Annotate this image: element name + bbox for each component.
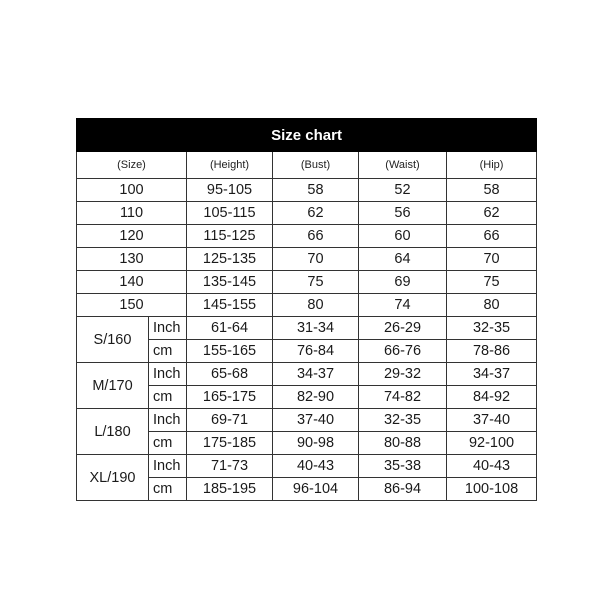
table-row	[77, 317, 537, 340]
hip-cell: 32-35	[447, 317, 537, 340]
unit-cell: cm	[149, 340, 187, 363]
hip-cell: 37-40	[447, 409, 537, 432]
hip-cell: 70	[447, 248, 537, 271]
header-row	[77, 152, 537, 179]
hip-cell: 58	[447, 179, 537, 202]
unit-cell: cm	[149, 386, 187, 409]
header-hip: (Hip)	[447, 152, 537, 179]
waist-cell: 35-38	[359, 455, 447, 478]
waist-cell: 60	[359, 225, 447, 248]
bust-cell: 34-37	[273, 363, 359, 386]
waist-cell: 74-82	[359, 386, 447, 409]
adult-size-cell: L/180	[77, 409, 149, 455]
waist-cell: 52	[359, 179, 447, 202]
header-height: (Height)	[187, 152, 273, 179]
size-cell: 120	[77, 225, 187, 248]
height-cell: 105-115	[187, 202, 273, 225]
hip-cell: 80	[447, 294, 537, 317]
waist-cell: 74	[359, 294, 447, 317]
waist-cell: 56	[359, 202, 447, 225]
height-cell: 71-73	[187, 455, 273, 478]
hip-cell: 40-43	[447, 455, 537, 478]
table-row	[77, 455, 537, 478]
height-cell: 115-125	[187, 225, 273, 248]
height-cell: 125-135	[187, 248, 273, 271]
unit-cell: Inch	[149, 317, 187, 340]
height-cell: 61-64	[187, 317, 273, 340]
waist-cell: 66-76	[359, 340, 447, 363]
waist-cell: 80-88	[359, 432, 447, 455]
hip-cell: 100-108	[447, 478, 537, 501]
unit-cell: cm	[149, 478, 187, 501]
hip-cell: 75	[447, 271, 537, 294]
table-row	[77, 248, 537, 271]
bust-cell: 90-98	[273, 432, 359, 455]
bust-cell: 80	[273, 294, 359, 317]
header-bust: (Bust)	[273, 152, 359, 179]
unit-cell: cm	[149, 432, 187, 455]
bust-cell: 40-43	[273, 455, 359, 478]
table-row	[77, 409, 537, 432]
height-cell: 135-145	[187, 271, 273, 294]
bust-cell: 62	[273, 202, 359, 225]
height-cell: 65-68	[187, 363, 273, 386]
unit-cell: Inch	[149, 409, 187, 432]
hip-cell: 66	[447, 225, 537, 248]
hip-cell: 78-86	[447, 340, 537, 363]
waist-cell: 29-32	[359, 363, 447, 386]
adult-size-cell: M/170	[77, 363, 149, 409]
table-row	[77, 202, 537, 225]
waist-cell: 32-35	[359, 409, 447, 432]
bust-cell: 66	[273, 225, 359, 248]
height-cell: 185-195	[187, 478, 273, 501]
size-cell: 150	[77, 294, 187, 317]
height-cell: 175-185	[187, 432, 273, 455]
adult-size-cell: S/160	[77, 317, 149, 363]
bust-cell: 70	[273, 248, 359, 271]
size-chart-body	[77, 119, 537, 501]
size-cell: 130	[77, 248, 187, 271]
title-row	[77, 119, 537, 152]
height-cell: 95-105	[187, 179, 273, 202]
unit-cell: Inch	[149, 363, 187, 386]
bust-cell: 82-90	[273, 386, 359, 409]
table-row	[77, 225, 537, 248]
height-cell: 69-71	[187, 409, 273, 432]
waist-cell: 86-94	[359, 478, 447, 501]
hip-cell: 84-92	[447, 386, 537, 409]
waist-cell: 64	[359, 248, 447, 271]
height-cell: 155-165	[187, 340, 273, 363]
table-row	[77, 363, 537, 386]
unit-cell: Inch	[149, 455, 187, 478]
table-row	[77, 271, 537, 294]
bust-cell: 58	[273, 179, 359, 202]
height-cell: 165-175	[187, 386, 273, 409]
chart-title: Size chart	[77, 119, 537, 152]
bust-cell: 75	[273, 271, 359, 294]
hip-cell: 34-37	[447, 363, 537, 386]
hip-cell: 92-100	[447, 432, 537, 455]
bust-cell: 31-34	[273, 317, 359, 340]
header-waist: (Waist)	[359, 152, 447, 179]
size-cell: 100	[77, 179, 187, 202]
bust-cell: 37-40	[273, 409, 359, 432]
size-cell: 140	[77, 271, 187, 294]
waist-cell: 26-29	[359, 317, 447, 340]
bust-cell: 96-104	[273, 478, 359, 501]
size-cell: 110	[77, 202, 187, 225]
hip-cell: 62	[447, 202, 537, 225]
bust-cell: 76-84	[273, 340, 359, 363]
table-row	[77, 179, 537, 202]
size-chart-table	[76, 118, 537, 501]
adult-size-cell: XL/190	[77, 455, 149, 501]
table-row	[77, 294, 537, 317]
header-size: (Size)	[77, 152, 187, 179]
waist-cell: 69	[359, 271, 447, 294]
height-cell: 145-155	[187, 294, 273, 317]
